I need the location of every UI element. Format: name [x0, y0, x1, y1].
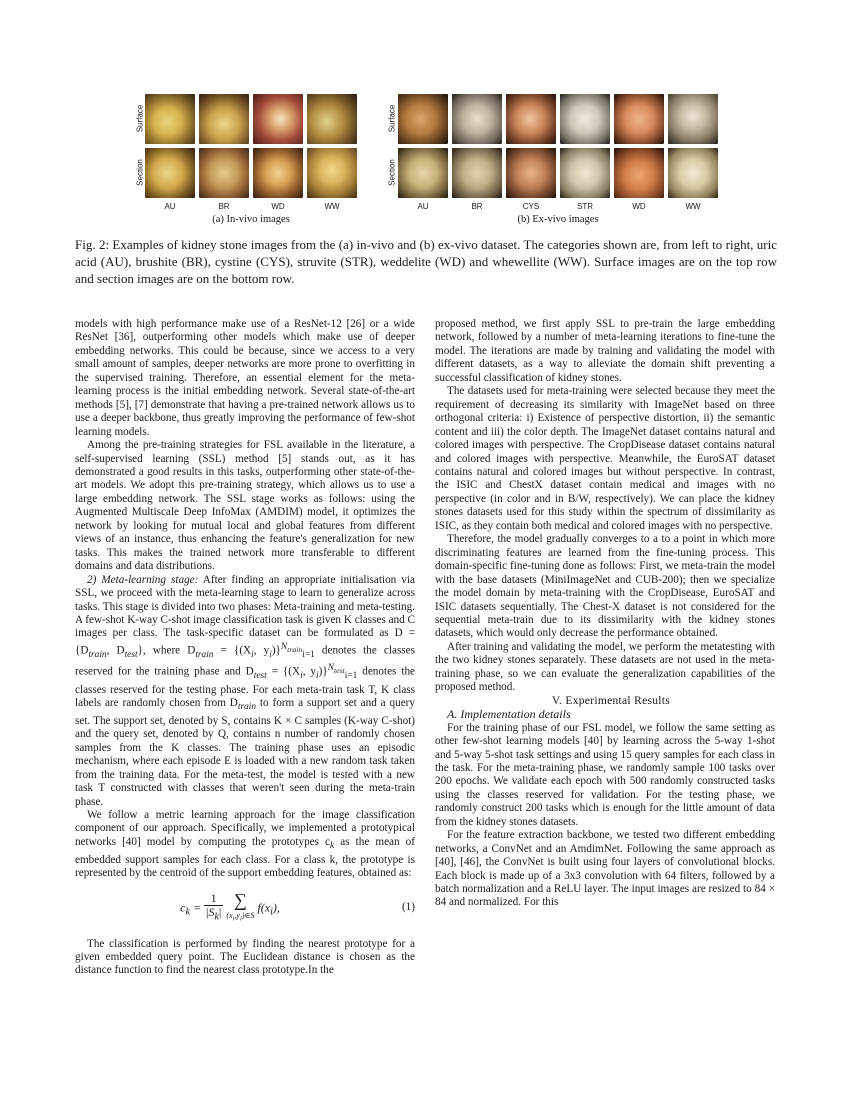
right-column: [435, 318, 775, 910]
col-label-exvivo-ww: WW: [685, 202, 701, 211]
stone-image-exvivo-au-surface: [398, 94, 448, 144]
stone-image-invivo-au-surface: [145, 94, 195, 144]
paragraph: The datasets used for meta-training were selected because they meet the requirement of decreasing its similarity with ImageNet based on three orthogonal criteria: i) Existence of perspective distortion, ii) the semantic content and iii) the color depth. The ImageNet dataset contains natural and colored images with perspective. The CropDisease dataset contains natural and colored images with perspective. Meanwhile, the EuroSAT dataset contains natural and colored images but without perspective. In contrast, the ISIC and ChestX dataset contain medical and images with no perspective (in color and in B/W, respectively). We can place the kidney stones datasets used for this study within the spectrum of dissimilarity as ISIC, as they contain both medical and colored images with no perspective.: [435, 385, 775, 532]
col-label-exvivo-cys: CYS: [522, 202, 540, 211]
subsection-heading: A. Implementation details: [447, 707, 571, 722]
stone-image-exvivo-au-section: [398, 148, 448, 198]
stone-image-invivo-au-section: [145, 148, 195, 198]
col-label-exvivo-au: AU: [417, 202, 429, 211]
paragraph-meta-learning: 2) Meta-learning stage: After finding an appropriate initialisation via SSL, we proceed with the meta-learning stage to learn to generalize across tasks. This stage is divided into two phases: Meta-training and meta-testing. A few-shot K-way C-shot image classification task is given K classes and C images per class. The task-specific dataset can be formulated as $D = \{D_{train}$, $D_{test}$}, where $D_{train} = \{(X_i$, $y_i)\}^{N_{train}}_{i=1}$ denotes the classes reserved for the training phase and $D_{test} = \{(X_i$, $y_i)\}^{N_{test}}_{i=1}$ denotes the classes reserved for the testing phase. For each meta-train task T, K class labels are randomly chosen from $D_{train}$ to form a support set and a query set. The support set, denoted by S, contains K × C samples (K-way C-shot) and the query set, denoted by Q, contains n number of randomly chosen samples from the K classes. The training phase uses an episodic mechanism, where each episode E is loaded with a new random task taken from the training data. For the meta-test, the model is tested with a new task T constructed with classes that weren't seen during the meta-train phase.: [75, 573, 416, 808]
paragraph: For the training phase of our FSL model, we follow the same setting as other few-shot learning models [40] by learning across the 5-way 1-shot and 5-way 5-shot task settings and using 15 query samples for each class in the task. For the meta-training phase, we randomly sample 100 tasks over 200 epochs. We validate each epoch with 500 randomly constructed tasks using the classes reserved for validation. For the testing phase, we randomly construct 200 tasks which is enough for the little amount of data from the kidney stones datasets.: [435, 721, 775, 828]
col-label-exvivo-str: STR: [577, 202, 593, 211]
row-label-section: Section: [135, 159, 145, 186]
stone-image-exvivo-wd-surface: [614, 94, 664, 144]
paragraph: For the feature extraction backbone, we tested two different embedding networks, a ConvNet and an AmdimNet. Following the same approach as [40], [46], the ConvNet is built using four layers of convolutional blocks. Each block is made up of a 3x3 convolution with 64 filters, followed by a batch normalization and a ReLU layer. The input images are resized to 84 × 84 and normalized. For this: [435, 829, 775, 909]
col-label-invivo-ww: WW: [324, 202, 340, 211]
stone-image-invivo-ww-section: [307, 148, 357, 198]
stone-image-invivo-br-surface: [199, 94, 249, 144]
equation-body: $c_k$ = $\frac{1}{|S_k|}$ ∑ $(x_i,y_i)\in S$ $f(x_i)$,: [180, 889, 280, 923]
exvivo-subcaption: (b) Ex-vivo images: [517, 214, 599, 225]
equation-number: (1): [401, 901, 415, 914]
col-label-exvivo-wd: WD: [632, 202, 646, 211]
row-label-surface-exvivo: Surface: [387, 104, 397, 133]
stone-image-exvivo-str-section: [560, 148, 610, 198]
equation-1: [75, 891, 415, 926]
paragraph: proposed method, we first apply SSL to pre-train the large embedding network, followed by a number of meta-learning iterations to fine-tune the model. The iterations are made by training and validating the model with different datasets, as a way to alleviate the domain shift preventing a successful classification of kidney stones.: [435, 318, 775, 384]
col-label-exvivo-br: BR: [471, 202, 483, 211]
stone-image-exvivo-ww-surface: [668, 94, 718, 144]
paragraph: Therefore, the model gradually converges to a to a point in which more discriminating features are learned from the fine-tuning process. This domain-specific fine-tuning done as follows: First, we meta-train the model with the base datasets (MiniImageNet and CUB-200); then we specialize the model domain by meta-training with the CropDisease, EuroSAT and ISIC datasets sequentially. The Chest-X dataset is not considered for the sequential meta-train due to its dissimilarity with the kidney stones datasets, which would only decrease the performance obtained.: [435, 533, 775, 640]
stone-image-exvivo-cys-section: [506, 148, 556, 198]
stone-image-invivo-br-section: [199, 148, 249, 198]
paragraph: models with high performance make use of a ResNet-12 [26] or a wide ResNet [36], outperforming other models which make use of deeper embedding networks. This could be because, since we access to a very small amount of samples, deeper networks are more prone to overfitting in the supervised training. Therefore, an essential element for the meta-learning process is the initial embedding network. Several state-of-the-art methods [5], [7] demonstrate that having a pre-trained network allows us to use a deeper backbone, thus greatly improving the performance of few-shot learning models.: [75, 318, 415, 438]
subsubsection-heading: 2) Meta-learning stage:: [87, 573, 199, 586]
stone-image-exvivo-cys-surface: [506, 94, 556, 144]
paragraph: We follow a metric learning approach for the image classification component of our approach. Specifically, we implemented a prototypical networks [40] model by computing the prototypes $c_k$ as the mean of embedded support samples for each class. For a class k, the prototype is represented by the centroid of the support embedding features, obtained as:: [75, 809, 415, 880]
stone-image-invivo-wd-section: [253, 148, 303, 198]
stone-image-exvivo-str-surface: [560, 94, 610, 144]
figure-caption: Fig. 2: Examples of kidney stone images from the (a) in-vivo and (b) ex-vivo dataset. The categories shown are, from left to right, uric acid (AU), brushite (BR), cystine (CYS), struvite (STR), weddelite (WD) and whewellite (WW). Surface images are on the top row and section images are on the bottom row.: [75, 237, 777, 286]
paragraph: The classification is performed by finding the nearest prototype for a given embedded query point. The Euclidean distance is chosen as the distance function to find the nearest class prototype.In the: [75, 937, 415, 977]
left-column: [75, 318, 415, 978]
col-label-invivo-br: BR: [218, 202, 230, 211]
col-label-invivo-wd: WD: [271, 202, 285, 211]
col-label-invivo-au: AU: [164, 202, 176, 211]
invivo-subcaption: (a) In-vivo images: [212, 214, 290, 225]
stone-image-exvivo-br-surface: [452, 94, 502, 144]
paragraph: After training and validating the model, we perform the metatesting with the two kidney stones separately. These datasets are not used in the meta-training phase, so we can evaluate the generalization capabilities of the proposed method.: [435, 640, 775, 694]
stone-image-exvivo-ww-section: [668, 148, 718, 198]
stone-image-exvivo-br-section: [452, 148, 502, 198]
stone-image-invivo-wd-surface: [253, 94, 303, 144]
stone-image-invivo-ww-surface: [307, 94, 357, 144]
stone-image-exvivo-wd-section: [614, 148, 664, 198]
section-heading: V. Experimental Results: [551, 694, 671, 707]
paragraph: Among the pre-training strategies for FSL available in the literature, a self-supervised learning (SSL) method [5] stands out, as it has demonstrated a good results in this tasks, outperforming other state-of-the-art models. We adopt this pre-training strategy, which allows us to use a large embedding network. The SSL stage works as follows: using the Augmented Multiscale Deep InfoMax (AMDIM) model, it optimizes the network by looking for mutual local and global features from different views of an instance, thus enhancing the feature's generalization for new tasks. This makes the trained network more transferable to different domains and data distributions.: [75, 439, 415, 573]
row-label-section-exvivo: Section: [387, 159, 397, 186]
row-label-surface: Surface: [135, 104, 145, 133]
